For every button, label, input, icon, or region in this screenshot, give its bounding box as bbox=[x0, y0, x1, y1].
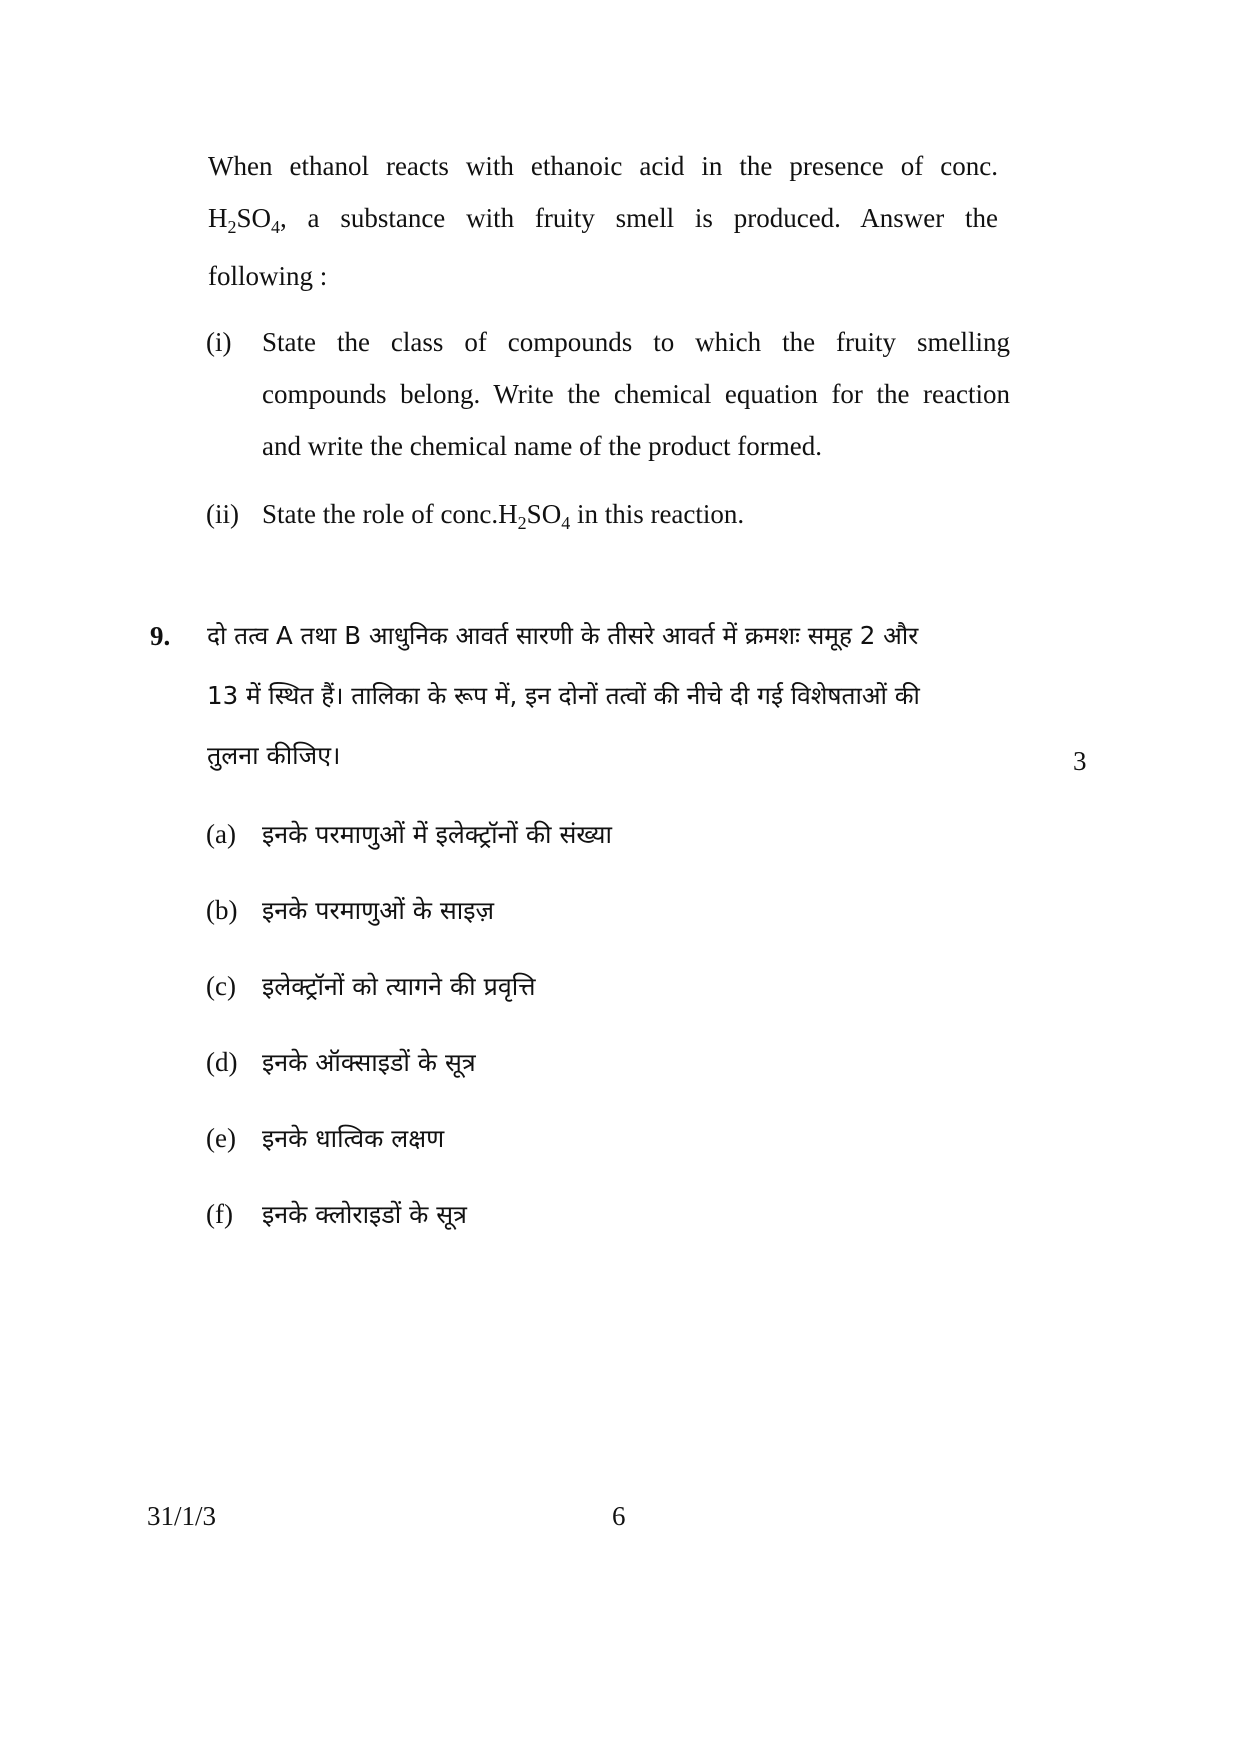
q8-intro-line1: When ethanol reacts with ethanoic acid in the presence of conc. bbox=[208, 151, 998, 181]
formula-h2so4: $H_2SO_4$ bbox=[498, 499, 571, 533]
q8-intro-line2: $H_2SO_4$, a substance with fruity smell is produced. Answer the bbox=[208, 203, 998, 237]
item-text: इनके ऑक्साइडों के सूत्र bbox=[262, 1048, 476, 1077]
q9-item bbox=[206, 1112, 444, 1165]
q9-line1: दो तत्व A तथा B आधुनिक आवर्त सारणी के तीसरे आवर्त में क्रमशः समूह 2 और bbox=[207, 621, 919, 650]
item-label: (e) bbox=[206, 1123, 236, 1153]
q9-item bbox=[206, 808, 612, 861]
item-text: इनके क्लोराइडों के सूत्र bbox=[262, 1200, 467, 1229]
q8-intro-line3: following : bbox=[208, 261, 328, 291]
q8-part-i-label: (i) bbox=[206, 327, 232, 357]
q9-item bbox=[206, 960, 535, 1013]
q8-part-i-line3: and write the chemical name of the product formed. bbox=[262, 431, 823, 461]
q9-line2: 13 में स्थित हैं। तालिका के रूप में, इन दोनों तत्वों की नीचे दी गई विशेषताओं की bbox=[207, 681, 920, 710]
question-number: 9. bbox=[150, 621, 171, 651]
q9-item bbox=[206, 1036, 476, 1089]
item-label: (c) bbox=[206, 971, 236, 1001]
item-label: (a) bbox=[206, 819, 236, 849]
item-text: इलेक्ट्रॉनों को त्यागने की प्रवृत्ति bbox=[262, 972, 536, 1001]
item-text: इनके परमाणुओं में इलेक्ट्रॉनों की संख्या bbox=[262, 820, 612, 849]
page-number: 6 bbox=[612, 1501, 626, 1531]
q8-part-ii-text: State the role of $conc.H_2SO_4$ in this reaction. bbox=[262, 499, 745, 533]
item-text: इनके धात्विक लक्षण bbox=[262, 1124, 445, 1153]
q8-part-ii-label: (ii) bbox=[206, 499, 239, 529]
item-label: (b) bbox=[206, 895, 238, 925]
q9-item bbox=[206, 884, 494, 937]
question-marks: 3 bbox=[1073, 746, 1087, 776]
item-label: (f) bbox=[206, 1199, 233, 1229]
q8-part-i-line1: State the class of compounds to which the fruity smelling bbox=[262, 327, 1010, 357]
paper-code: 31/1/3 bbox=[147, 1501, 217, 1531]
formula-h2so4: $H_2SO_4$ bbox=[208, 203, 281, 237]
q8-part-i-line2: compounds belong. Write the chemical equation for the reaction bbox=[262, 379, 1010, 409]
item-text: इनके परमाणुओं के साइज़ bbox=[262, 896, 495, 925]
item-label: (d) bbox=[206, 1047, 238, 1077]
q9-item bbox=[206, 1188, 467, 1241]
q9-line3: तुलना कीजिए। bbox=[207, 741, 341, 770]
